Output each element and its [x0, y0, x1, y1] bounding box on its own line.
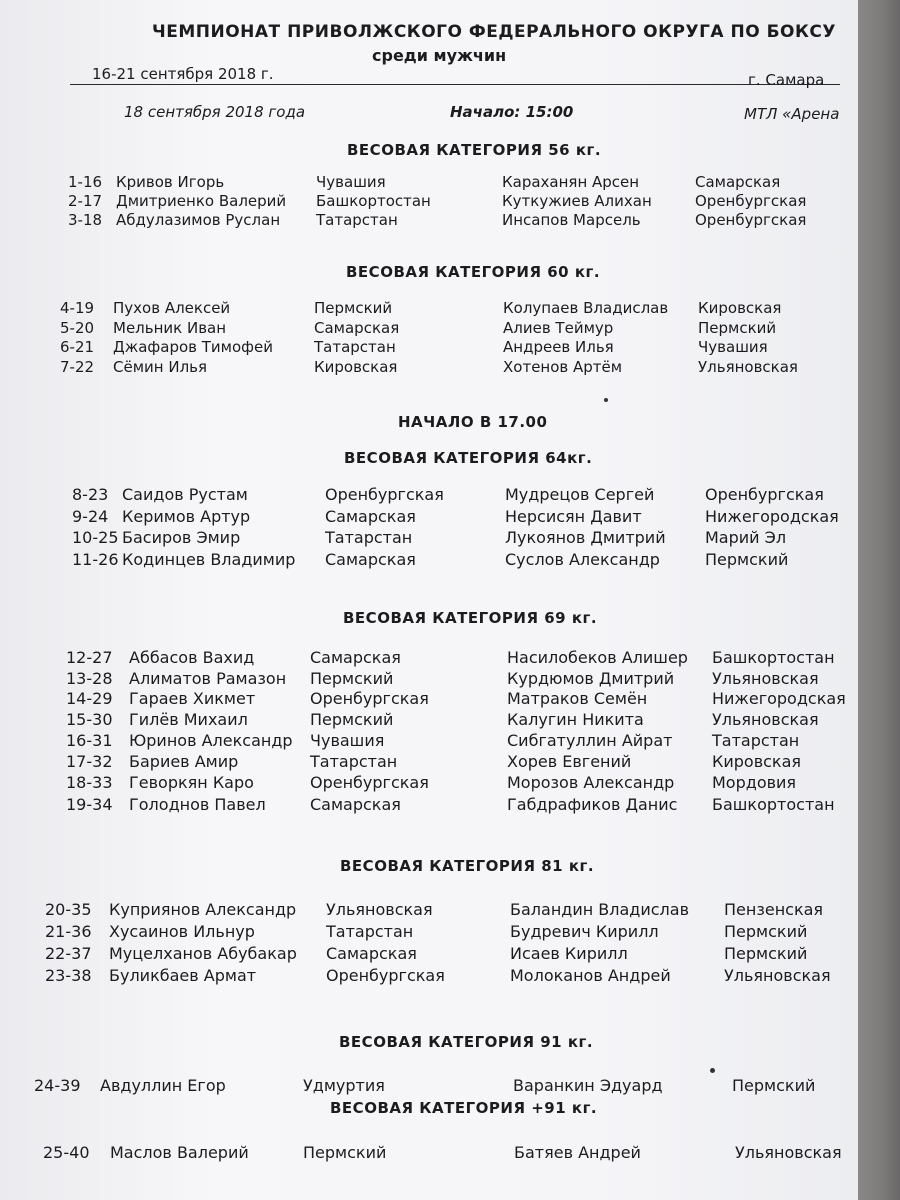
red-corner-region: Татарстан — [316, 211, 398, 229]
red-corner-boxer: Муцелханов Абубакар — [109, 944, 297, 963]
red-corner-region: Ульяновская — [326, 900, 433, 919]
blue-corner-region: Оренбургская — [705, 485, 824, 504]
blue-corner-boxer: Алиев Теймур — [503, 319, 614, 337]
blue-corner-region: Мордовия — [712, 773, 797, 792]
tournament-dates: 16-21 сентября 2018 г. — [92, 65, 274, 83]
header-rule — [70, 84, 840, 85]
blue-corner-region: Ульяновская — [712, 669, 819, 688]
bout-number: 6-21 — [60, 338, 95, 356]
bout-number: 13-28 — [66, 669, 113, 688]
blue-corner-region: Кировская — [712, 752, 802, 771]
red-corner-region: Башкортостан — [316, 192, 431, 210]
blue-corner-region: Чувашия — [698, 338, 768, 356]
bout-number: 1-16 — [68, 173, 103, 191]
red-corner-boxer: Бариев Амир — [129, 752, 239, 771]
red-corner-boxer: Хусаинов Ильнур — [109, 922, 255, 941]
red-corner-region: Самарская — [325, 507, 416, 526]
blue-corner-region: Пермский — [724, 922, 808, 941]
blue-corner-region: Пензенская — [724, 900, 824, 919]
bout-number: 11-26 — [72, 550, 119, 569]
blue-corner-boxer: Мудрецов Сергей — [505, 485, 655, 504]
paper-speck — [604, 398, 608, 402]
red-corner-boxer: Авдуллин Егор — [100, 1076, 226, 1095]
blue-corner-boxer: Калугин Никита — [507, 710, 644, 729]
red-corner-boxer: Аббасов Вахид — [129, 648, 255, 667]
session-venue: МТЛ «Арена — [744, 105, 840, 123]
blue-corner-boxer: Инсапов Марсель — [502, 211, 641, 229]
red-corner-region: Самарская — [326, 944, 417, 963]
blue-corner-region: Пермский — [705, 550, 789, 569]
red-corner-boxer: Геворкян Каро — [129, 773, 254, 792]
bout-number: 20-35 — [45, 900, 92, 919]
second-session-start: НАЧАЛО В 17.00 — [398, 413, 548, 431]
red-corner-boxer: Дмитриенко Валерий — [116, 192, 287, 210]
bout-number: 17-32 — [66, 752, 113, 771]
red-corner-region: Пермский — [303, 1143, 387, 1162]
bout-number: 25-40 — [43, 1143, 90, 1162]
blue-corner-boxer: Молоканов Андрей — [510, 966, 671, 985]
bout-number: 22-37 — [45, 944, 92, 963]
red-corner-region: Татарстан — [325, 528, 413, 547]
blue-corner-region: Пермский — [732, 1076, 816, 1095]
blue-corner-boxer: Нерсисян Давит — [505, 507, 642, 526]
bout-number: 5-20 — [60, 319, 95, 337]
bout-number: 4-19 — [60, 299, 95, 317]
bout-number: 14-29 — [66, 689, 113, 708]
weight-category-heading: ВЕСОВАЯ КАТЕГОРИЯ 64кг. — [344, 449, 593, 467]
blue-corner-boxer: Андреев Илья — [503, 338, 614, 356]
blue-corner-boxer: Сибгатуллин Айрат — [507, 731, 673, 750]
blue-corner-boxer: Колупаев Владислав — [503, 299, 669, 317]
red-corner-region: Татарстан — [326, 922, 414, 941]
bout-number: 2-17 — [68, 192, 103, 210]
blue-corner-boxer: Суслов Александр — [505, 550, 660, 569]
blue-corner-boxer: Морозов Александр — [507, 773, 675, 792]
red-corner-boxer: Гилёв Михаил — [129, 710, 248, 729]
red-corner-boxer: Саидов Рустам — [122, 485, 248, 504]
red-corner-region: Чувашия — [310, 731, 385, 750]
blue-corner-boxer: Курдюмов Дмитрий — [507, 669, 675, 688]
red-corner-region: Татарстан — [310, 752, 398, 771]
blue-corner-region: Татарстан — [712, 731, 800, 750]
red-corner-region: Пермский — [310, 669, 394, 688]
red-corner-boxer: Кодинцев Владимир — [122, 550, 296, 569]
red-corner-boxer: Гараев Хикмет — [129, 689, 256, 708]
red-corner-region: Чувашия — [316, 173, 386, 191]
red-corner-region: Оренбургская — [325, 485, 444, 504]
blue-corner-boxer: Караханян Арсен — [502, 173, 640, 191]
session-date: 18 сентября 2018 года — [124, 103, 306, 121]
bout-number: 21-36 — [45, 922, 92, 941]
red-corner-region: Кировская — [314, 358, 398, 376]
blue-corner-boxer: Насилобеков Алишер — [507, 648, 688, 667]
weight-category-heading: ВЕСОВАЯ КАТЕГОРИЯ 91 кг. — [339, 1033, 594, 1051]
weight-category-heading: ВЕСОВАЯ КАТЕГОРИЯ 81 кг. — [340, 857, 595, 875]
blue-corner-region: Нижегородская — [705, 507, 839, 526]
red-corner-region: Оренбургская — [310, 689, 429, 708]
weight-category-heading: ВЕСОВАЯ КАТЕГОРИЯ 60 кг. — [346, 263, 601, 281]
blue-corner-boxer: Матраков Семён — [507, 689, 648, 708]
blue-corner-region: Нижегородская — [712, 689, 846, 708]
blue-corner-boxer: Хорев Евгений — [507, 752, 632, 771]
red-corner-boxer: Алиматов Рамазон — [129, 669, 287, 688]
red-corner-boxer: Кривов Игорь — [116, 173, 225, 191]
blue-corner-region: Ульяновская — [735, 1143, 842, 1162]
bout-number: 8-23 — [72, 485, 109, 504]
bout-number: 15-30 — [66, 710, 113, 729]
red-corner-region: Удмуртия — [303, 1076, 385, 1095]
red-corner-boxer: Пухов Алексей — [113, 299, 231, 317]
blue-corner-region: Оренбургская — [695, 211, 807, 229]
red-corner-boxer: Буликбаев Армат — [109, 966, 257, 985]
red-corner-boxer: Абдулазимов Руслан — [116, 211, 281, 229]
red-corner-boxer: Керимов Артур — [122, 507, 251, 526]
red-corner-region: Самарская — [310, 648, 401, 667]
red-corner-boxer: Сёмин Илья — [113, 358, 208, 376]
session-start: Начало: 15:00 — [450, 103, 574, 121]
bout-number: 18-33 — [66, 773, 113, 792]
weight-category-heading: ВЕСОВАЯ КАТЕГОРИЯ 56 кг. — [347, 141, 602, 159]
blue-corner-region: Пермский — [698, 319, 777, 337]
bout-number: 3-18 — [68, 211, 103, 229]
weight-category-heading: ВЕСОВАЯ КАТЕГОРИЯ 69 кг. — [343, 609, 598, 627]
bout-number: 9-24 — [72, 507, 109, 526]
red-corner-boxer: Басиров Эмир — [122, 528, 241, 547]
red-corner-boxer: Голоднов Павел — [129, 795, 266, 814]
blue-corner-region: Башкортостан — [712, 648, 835, 667]
bout-number: 10-25 — [72, 528, 119, 547]
red-corner-region: Пермский — [314, 299, 393, 317]
blue-corner-boxer: Батяев Андрей — [514, 1143, 641, 1162]
bout-number: 24-39 — [34, 1076, 81, 1095]
blue-corner-region: Ульяновская — [698, 358, 798, 376]
red-corner-region: Самарская — [314, 319, 400, 337]
red-corner-region: Самарская — [310, 795, 401, 814]
blue-corner-region: Ульяновская — [724, 966, 831, 985]
bout-number: 23-38 — [45, 966, 92, 985]
red-corner-region: Самарская — [325, 550, 416, 569]
red-corner-boxer: Юринов Александр — [129, 731, 293, 750]
bout-number: 12-27 — [66, 648, 113, 667]
bout-number: 19-34 — [66, 795, 113, 814]
blue-corner-region: Пермский — [724, 944, 808, 963]
bout-number: 7-22 — [60, 358, 95, 376]
blue-corner-boxer: Баландин Владислав — [510, 900, 690, 919]
blue-corner-region: Оренбургская — [695, 192, 807, 210]
blue-corner-boxer: Исаев Кирилл — [510, 944, 628, 963]
document-title: ЧЕМПИОНАТ ПРИВОЛЖСКОГО ФЕДЕРАЛЬНОГО ОКРУГА ПО БОКСУ — [152, 22, 836, 42]
tournament-city: г. Самара — [748, 71, 825, 89]
blue-corner-boxer: Куткужиев Алихан — [502, 192, 652, 210]
red-corner-region: Оренбургская — [310, 773, 429, 792]
bout-number: 16-31 — [66, 731, 113, 750]
red-corner-boxer: Куприянов Александр — [109, 900, 297, 919]
weight-category-heading: ВЕСОВАЯ КАТЕГОРИЯ +91 кг. — [330, 1099, 598, 1117]
blue-corner-boxer: Лукоянов Дмитрий — [505, 528, 666, 547]
red-corner-boxer: Маслов Валерий — [110, 1143, 249, 1162]
red-corner-region: Татарстан — [314, 338, 396, 356]
paper-speck — [710, 1068, 715, 1073]
blue-corner-boxer: Будревич Кирилл — [510, 922, 659, 941]
red-corner-region: Оренбургская — [326, 966, 445, 985]
blue-corner-region: Ульяновская — [712, 710, 819, 729]
red-corner-boxer: Джафаров Тимофей — [113, 338, 273, 356]
background-surface — [858, 0, 900, 1200]
red-corner-region: Пермский — [310, 710, 394, 729]
blue-corner-region: Марий Эл — [705, 528, 787, 547]
blue-corner-boxer: Габдрафиков Данис — [507, 795, 678, 814]
document-subtitle: среди мужчин — [372, 46, 507, 65]
blue-corner-boxer: Хотенов Артём — [503, 358, 623, 376]
blue-corner-boxer: Варанкин Эдуард — [513, 1076, 663, 1095]
red-corner-boxer: Мельник Иван — [113, 319, 227, 337]
blue-corner-region: Башкортостан — [712, 795, 835, 814]
blue-corner-region: Самарская — [695, 173, 781, 191]
blue-corner-region: Кировская — [698, 299, 782, 317]
